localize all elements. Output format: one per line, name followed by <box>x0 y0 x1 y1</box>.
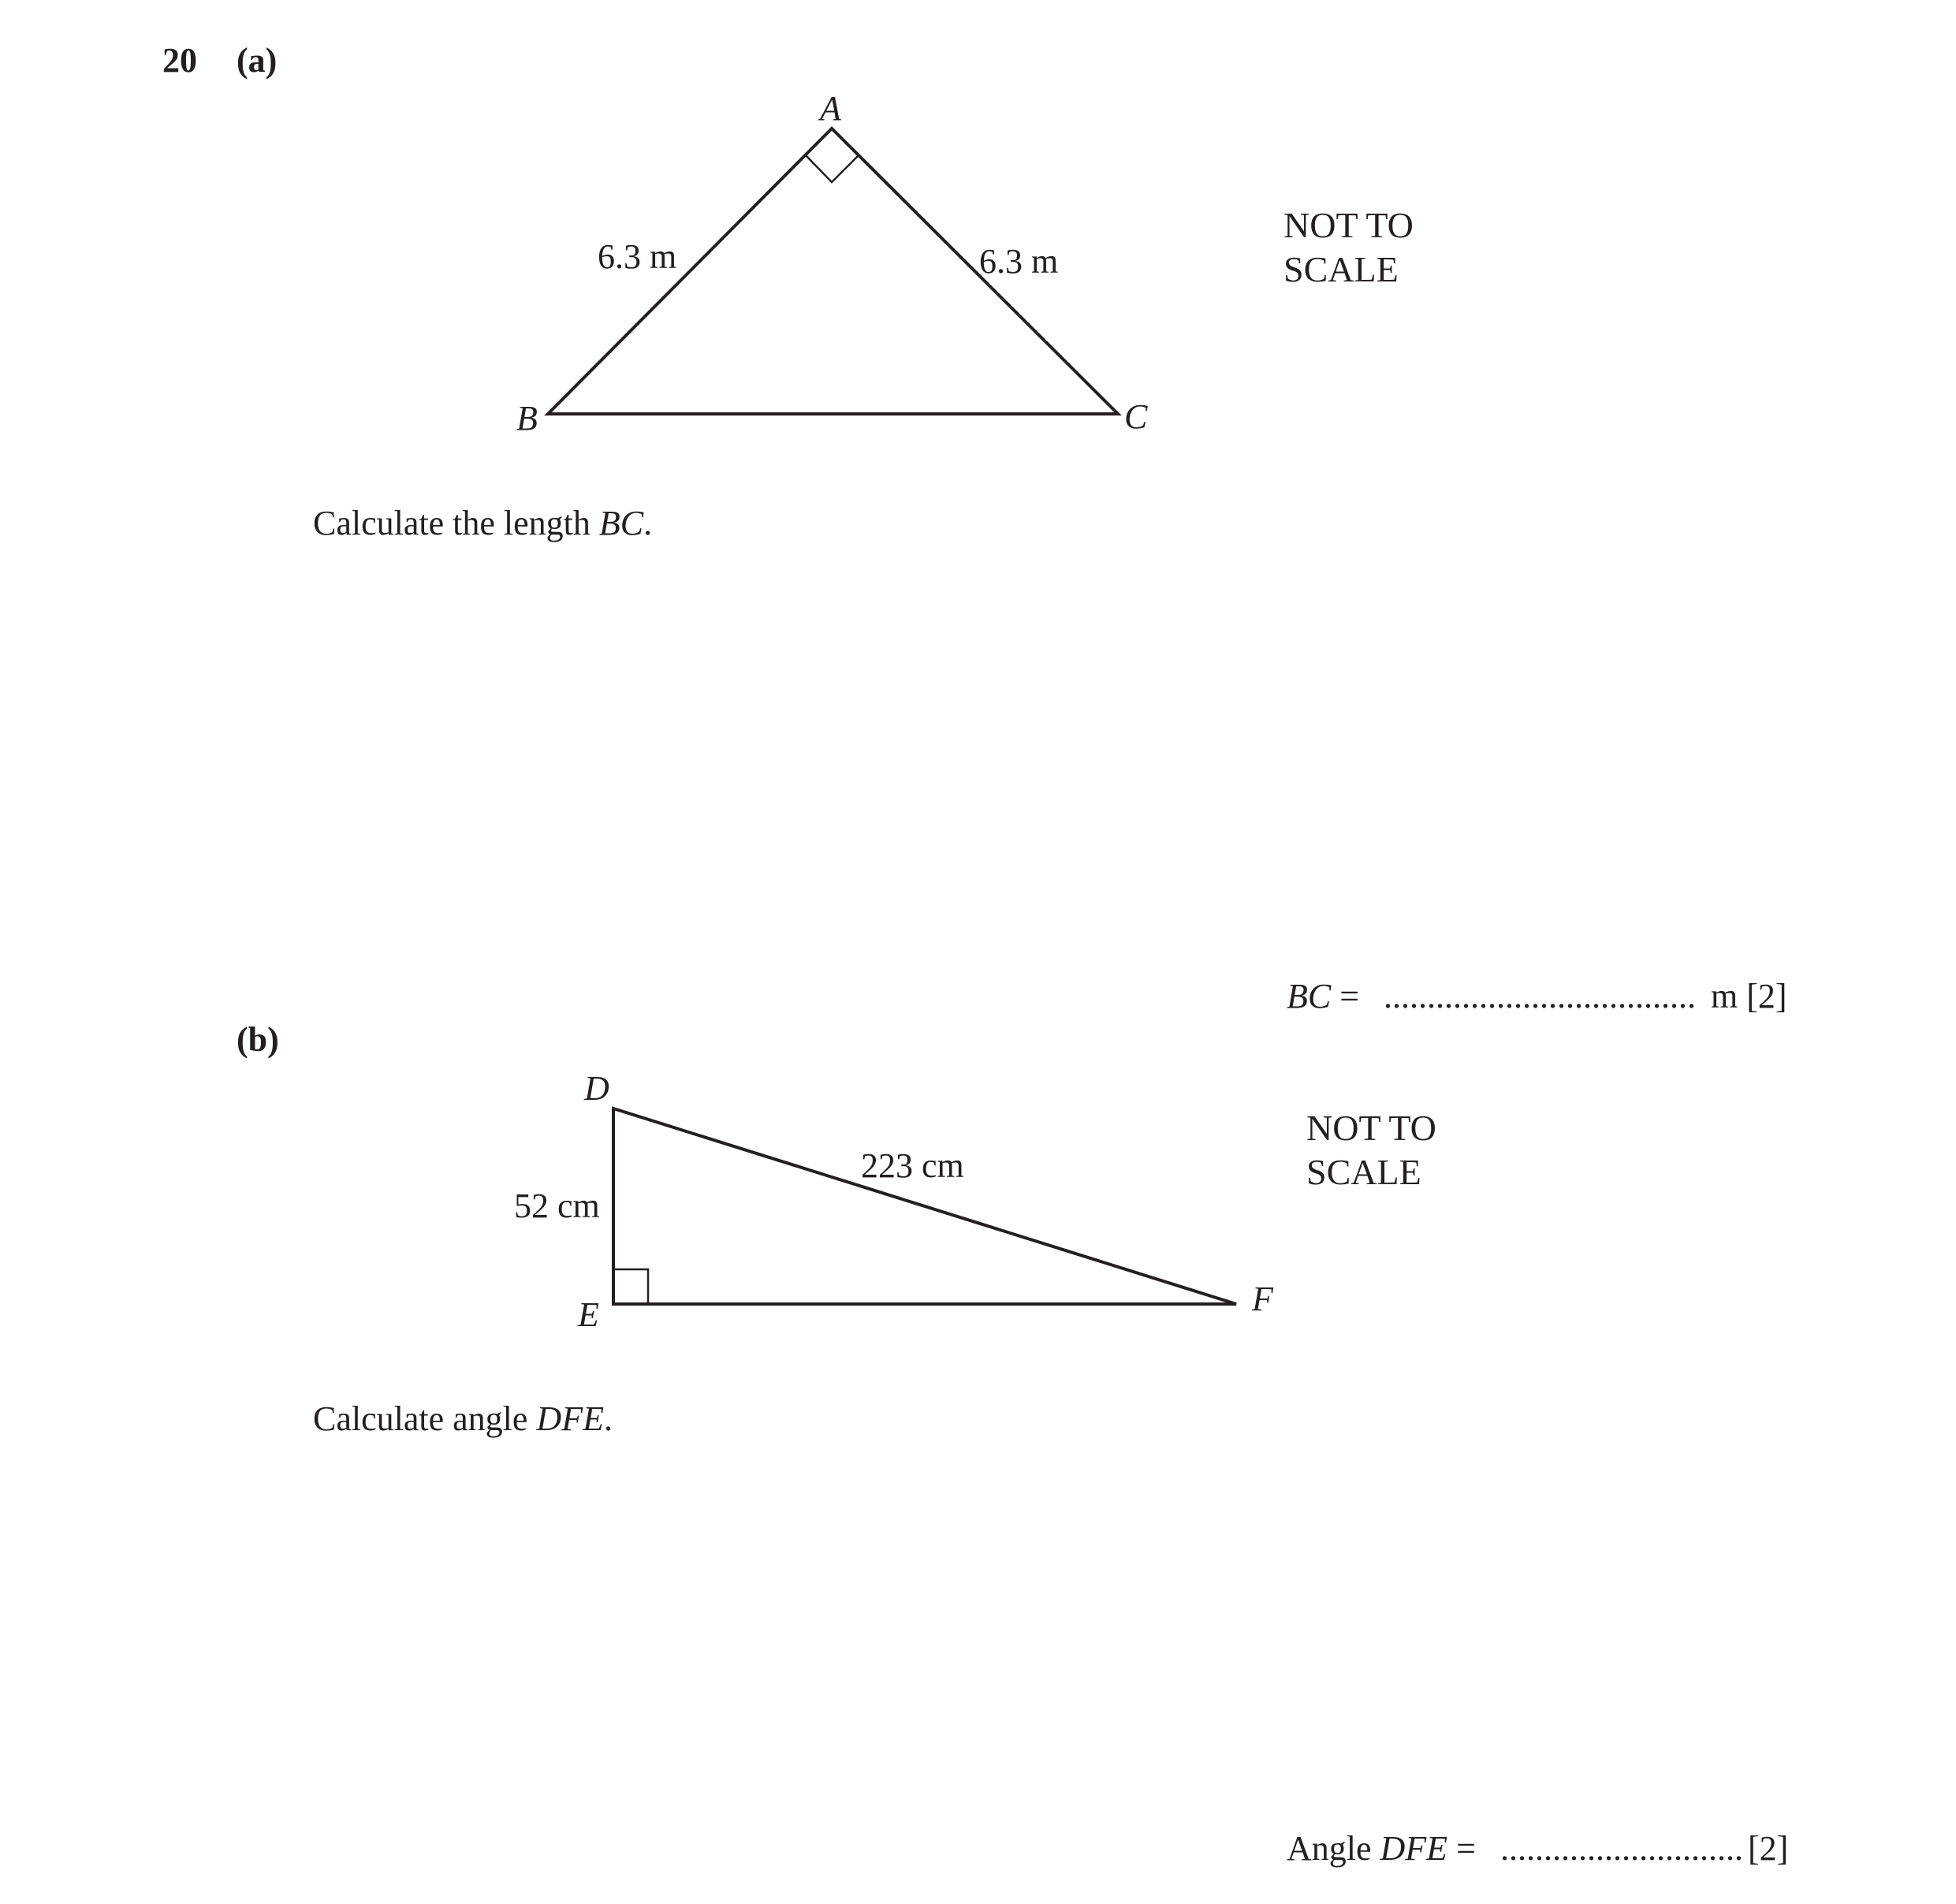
vertex-c-label: C <box>1124 397 1148 436</box>
instruction-a <box>313 506 652 541</box>
side-de-label: 52 cm <box>514 1187 600 1225</box>
instruction-b <box>313 1399 613 1438</box>
right-angle-marker-a <box>806 155 859 182</box>
instruction-a-var: BC <box>598 504 644 542</box>
instruction-a-suffix: . <box>643 504 653 542</box>
not-to-scale-note-a <box>1284 203 1414 292</box>
triangle-def <box>613 1108 1236 1304</box>
answer-a-eq: = <box>1331 977 1360 1015</box>
not-to-scale-note-b <box>1306 1106 1436 1194</box>
instruction-a-text: Calculate the length <box>313 504 599 542</box>
side-ac-label: 6.3 m <box>979 242 1059 281</box>
vertex-f-label: F <box>1252 1280 1273 1318</box>
not-to-scale-line-1: NOT TO <box>1284 205 1414 245</box>
vertex-b-label: B <box>516 399 538 438</box>
instruction-b-var: DFE <box>536 1399 604 1438</box>
right-angle-marker-e <box>613 1269 648 1304</box>
answer-a-field[interactable]: .................................... <box>1384 977 1696 1015</box>
answer-line-b <box>1287 1831 1476 1866</box>
answer-b-prefix: Angle <box>1287 1829 1380 1868</box>
part-b-label: (b) <box>237 1020 279 1059</box>
not-to-scale-b-line-2: SCALE <box>1306 1152 1421 1192</box>
instruction-b-text: Calculate angle <box>313 1399 537 1438</box>
answer-b-field[interactable]: ............................ <box>1500 1829 1743 1868</box>
vertex-a-label: A <box>820 89 841 128</box>
instruction-b-suffix: . <box>603 1399 613 1438</box>
vertex-d-label: D <box>584 1069 609 1108</box>
answer-b-var: DFE <box>1380 1829 1448 1868</box>
not-to-scale-line-2: SCALE <box>1284 249 1399 289</box>
side-df-label: 223 cm <box>861 1146 964 1185</box>
answer-b-eq: = <box>1447 1829 1476 1868</box>
answer-a-unit: m [2] <box>1711 977 1787 1015</box>
side-ab-label: 6.3 m <box>598 237 677 276</box>
answer-line-a <box>1287 979 1359 1014</box>
answer-b-marks: [2] <box>1748 1829 1789 1868</box>
answer-a-var: BC <box>1287 977 1332 1015</box>
not-to-scale-b-line-1: NOT TO <box>1306 1108 1436 1148</box>
part-a-label: (a) <box>237 41 278 80</box>
vertex-e-label: E <box>578 1295 599 1334</box>
question-number: 20 <box>162 41 197 80</box>
